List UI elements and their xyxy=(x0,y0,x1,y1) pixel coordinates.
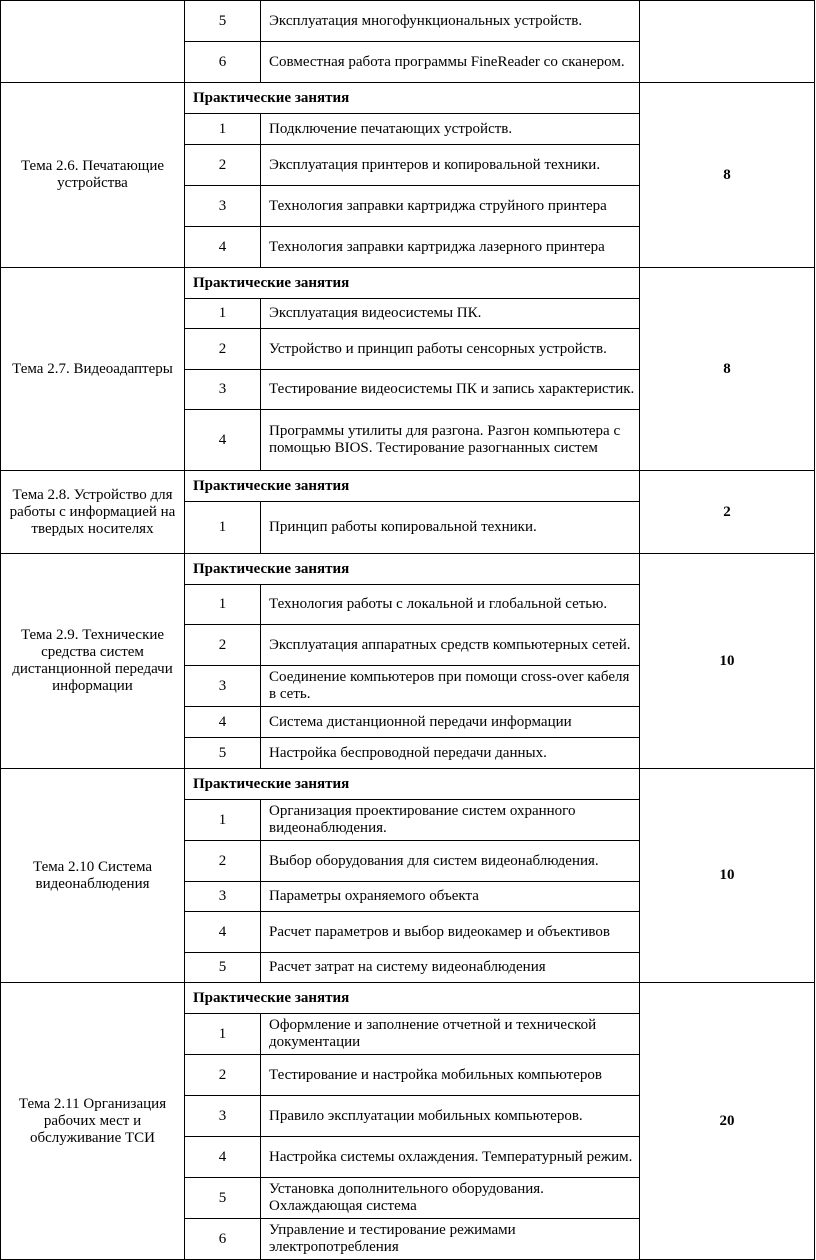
row-description: Оформление и заполнение отчетной и технической документации xyxy=(261,1014,640,1055)
row-number: 4 xyxy=(185,227,261,268)
row-description: Расчет параметров и выбор видеокамер и объективов xyxy=(261,912,640,953)
row-description: Установка дополнительного оборудования. Охлаждающая система xyxy=(261,1178,640,1219)
topic-cell: Тема 2.6. Печатающие устройства xyxy=(1,83,185,268)
row-description: Настройка беспроводной передачи данных. xyxy=(261,738,640,769)
row-description: Настройка системы охлаждения. Температурный режим. xyxy=(261,1137,640,1178)
row-description: Технология заправки картриджа лазерного принтера xyxy=(261,227,640,268)
row-number: 3 xyxy=(185,1096,261,1137)
row-description: Эксплуатация аппаратных средств компьютерных сетей. xyxy=(261,625,640,666)
row-number: 5 xyxy=(185,1,261,42)
hours-cell: 2 xyxy=(640,471,815,554)
row-number: 1 xyxy=(185,800,261,841)
row-description: Технология работы с локальной и глобальной сетью. xyxy=(261,585,640,625)
row-number: 5 xyxy=(185,738,261,769)
row-number: 6 xyxy=(185,42,261,83)
row-number: 2 xyxy=(185,625,261,666)
row-number: 6 xyxy=(185,1219,261,1260)
section-header-row xyxy=(1,554,815,585)
topic-cell-continued xyxy=(1,1,185,83)
hours-cell: 10 xyxy=(640,769,815,983)
row-description: Эксплуатация видеосистемы ПК. xyxy=(261,299,640,329)
section-header-row xyxy=(1,471,815,502)
row-description: Расчет затрат на систему видеонаблюдения xyxy=(261,953,640,983)
row-description: Правило эксплуатации мобильных компьютеров. xyxy=(261,1096,640,1137)
practical-lessons-heading: Практические занятия xyxy=(185,769,640,800)
practical-lessons-heading: Практические занятия xyxy=(185,268,640,299)
row-description: Организация проектирование систем охранного видеонаблюдения. xyxy=(261,800,640,841)
hours-cell: 20 xyxy=(640,983,815,1260)
row-description: Тестирование видеосистемы ПК и запись характеристик. xyxy=(261,370,640,410)
hours-cell-continued xyxy=(640,1,815,83)
row-description: Совместная работа программы FineReader со сканером. xyxy=(261,42,640,83)
row-number: 3 xyxy=(185,186,261,227)
section-header-row xyxy=(1,268,815,299)
hours-cell: 10 xyxy=(640,554,815,769)
row-number: 5 xyxy=(185,953,261,983)
row-number: 2 xyxy=(185,1055,261,1096)
row-description: Управление и тестирование режимами электропотребления xyxy=(261,1219,640,1260)
row-description: Принцип работы копировальной техники. xyxy=(261,502,640,554)
table-row xyxy=(1,1,815,42)
row-number: 1 xyxy=(185,299,261,329)
row-number: 1 xyxy=(185,114,261,145)
row-number: 4 xyxy=(185,707,261,738)
row-description: Технология заправки картриджа струйного принтера xyxy=(261,186,640,227)
topic-cell: Тема 2.9. Технические средства систем дистанционной передачи информации xyxy=(1,554,185,769)
section-header-row xyxy=(1,769,815,800)
row-number: 4 xyxy=(185,410,261,471)
row-number: 5 xyxy=(185,1178,261,1219)
row-number: 2 xyxy=(185,145,261,186)
hours-cell: 8 xyxy=(640,83,815,268)
row-number: 3 xyxy=(185,882,261,912)
row-description: Эксплуатация многофункциональных устройств. xyxy=(261,1,640,42)
row-description: Программы утилиты для разгона. Разгон компьютера с помощью BIOS. Тестирование разогнанных систем xyxy=(261,410,640,471)
row-description: Параметры охраняемого объекта xyxy=(261,882,640,912)
hours-cell: 8 xyxy=(640,268,815,471)
section-header-row xyxy=(1,983,815,1014)
practical-lessons-heading: Практические занятия xyxy=(185,471,640,502)
row-description: Система дистанционной передачи информации xyxy=(261,707,640,738)
topic-cell: Тема 2.7. Видеоадаптеры xyxy=(1,268,185,471)
row-description: Подключение печатающих устройств. xyxy=(261,114,640,145)
row-description: Соединение компьютеров при помощи cross-over кабеля в сеть. xyxy=(261,666,640,707)
row-number: 3 xyxy=(185,666,261,707)
row-number: 1 xyxy=(185,502,261,554)
practical-lessons-heading: Практические занятия xyxy=(185,83,640,114)
row-number: 1 xyxy=(185,1014,261,1055)
topic-cell: Тема 2.8. Устройство для работы с информацией на твердых носителях xyxy=(1,471,185,554)
table-body xyxy=(1,1,815,1260)
practical-lessons-heading: Практические занятия xyxy=(185,554,640,585)
section-header-row xyxy=(1,83,815,114)
row-description: Выбор оборудования для систем видеонаблюдения. xyxy=(261,841,640,882)
row-description: Эксплуатация принтеров и копировальной техники. xyxy=(261,145,640,186)
row-number: 3 xyxy=(185,370,261,410)
row-description: Устройство и принцип работы сенсорных устройств. xyxy=(261,329,640,370)
row-number: 2 xyxy=(185,329,261,370)
topic-cell: Тема 2.10 Система видеонаблюдения xyxy=(1,769,185,983)
topic-cell: Тема 2.11 Организация рабочих мест и обслуживание ТСИ xyxy=(1,983,185,1260)
row-number: 1 xyxy=(185,585,261,625)
row-description: Тестирование и настройка мобильных компьютеров xyxy=(261,1055,640,1096)
practical-lessons-heading: Практические занятия xyxy=(185,983,640,1014)
row-number: 2 xyxy=(185,841,261,882)
row-number: 4 xyxy=(185,1137,261,1178)
row-number: 4 xyxy=(185,912,261,953)
